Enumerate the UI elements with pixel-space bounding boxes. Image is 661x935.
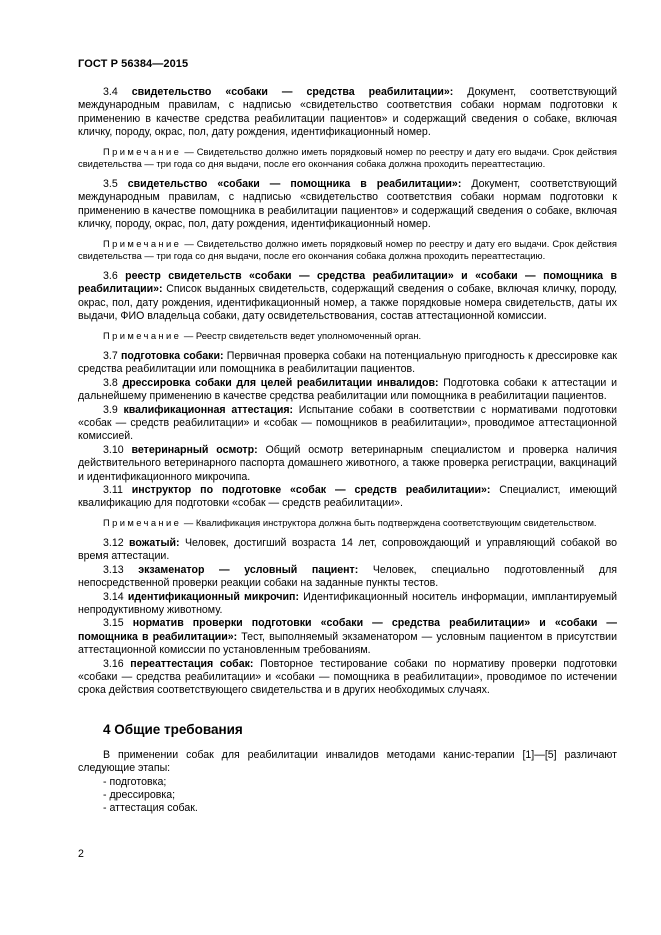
- definition-text: Первичная проверка собаки на потенциальную пригодность к дрессировке как средства реабилитации или помощника в реабилитации пациентов.: [78, 349, 618, 376]
- definition-number: 3.8: [103, 376, 123, 389]
- definition-3-6: [78, 270, 617, 324]
- note-label: Примечание: [103, 516, 182, 528]
- note-text: — Свидетельство должно иметь порядковый номер по реестру и дату его выдачи. Срок действия свидетельства — три года со дня выдачи, после его окончания собака должна проходить переаттестацию.: [78, 145, 617, 169]
- definition-text: Тест, выполняемый экзаменатором — условным пациентом в присутствии аттестационной комиссии по установленным требованиям.: [78, 630, 617, 657]
- definition-text: Повторное тестирование собаки по нормативу проверки подготовки «собаки — средства реабилитации» и «собаки — помощника в реабилитации», проводимое по истечении срока действия соответствующего свидетельства и в других необходимых случаях.: [78, 657, 618, 697]
- definition-text: Человек, специально подготовленный для непосредственной проверки реакции собаки на заданные пункты тестов.: [78, 563, 617, 590]
- page-number: 2: [78, 848, 84, 860]
- note-text: — Свидетельство должно иметь порядковый номер по реестру и дату его выдачи. Срок действия свидетельства — три года со дня выдачи, после его окончания собака должна проходить переаттестацию.: [78, 237, 617, 261]
- note-label: Примечание: [103, 145, 182, 157]
- definition-text: Документ, соответствующий международным правилам, с надписью «свидетельство соответствия собаки нормам подготовки к применению в качестве средства реабилитации пациентов» и содержащий сведения о собаке, включая кличку, породу, окрас, пол, дату рождения, идентификационный номер.: [78, 86, 617, 139]
- definition-number: 3.5: [103, 178, 128, 191]
- definition-3-14: [78, 591, 617, 618]
- definition-term: инструктор по подготовке «собак — средств реабилитации»:: [131, 483, 491, 496]
- list-item: - дрессировка;: [103, 789, 176, 802]
- definition-3-4: [78, 86, 617, 140]
- definition-term: дрессировка собаки для целей реабилитации инвалидов:: [122, 376, 439, 389]
- definition-term: идентификационный микрочип:: [127, 590, 299, 603]
- note: [78, 330, 617, 342]
- document-header: ГОСТ Р 56384—2015: [78, 58, 189, 70]
- list-item: - подготовка;: [103, 775, 167, 788]
- definition-number: 3.15: [103, 617, 133, 630]
- definition-text: Документ, соответствующий международным правилам, с надписью «свидетельство соответствия собаки нормам подготовки к применению в качестве помощника в реабилитации пациентов» и содержащий сведения о собаке, включая кличку, породу, окрас, пол, дату рождения, идентификационный номер.: [78, 178, 618, 231]
- definition-3-5: [78, 178, 617, 232]
- definition-term: переаттестация собак:: [130, 657, 254, 670]
- definition-number: 3.10: [103, 443, 132, 456]
- note-label: Примечание: [103, 329, 182, 341]
- note-label: Примечание: [103, 237, 182, 249]
- definition-text: Специалист, имеющий квалификацию для подготовки «собак — средств реабилитации».: [78, 483, 617, 510]
- definition-3-15: [78, 617, 617, 657]
- definition-term: свидетельство «собаки — средства реабилитации»:: [131, 86, 454, 98]
- definition-term: ветеринарный осмотр:: [131, 443, 258, 456]
- note: [78, 238, 617, 262]
- definition-text: Испытание собаки в соответствии с нормативами подготовки «собак — средств реабилитации» и «собак — помощников в реабилитации», проводимое аттестационной комиссией.: [78, 403, 618, 443]
- note: [78, 146, 617, 170]
- definition-term: квалификационная аттестация:: [123, 403, 294, 416]
- definition-number: 3.7: [103, 349, 121, 362]
- definition-text: Список выданных свидетельств, содержащий сведения о собаке, включая кличку, породу, окрас, пол, дату рождения, идентификационный номер, а также порядковые номера свидетельств, даты их выдачи, ФИО владельца собаки, дату освидетельствования, состав аттестационной комиссии.: [78, 283, 617, 323]
- definition-3-7: [78, 350, 617, 377]
- definition-text: Идентификационный носитель информации, имплантируемый непродуктивному животному.: [78, 590, 618, 616]
- definition-term: свидетельство «собаки — помощника в реабилитации»:: [127, 178, 462, 191]
- definition-term: вожатый:: [129, 536, 180, 549]
- definition-number: 3.14: [103, 590, 128, 603]
- note: [78, 517, 617, 529]
- definition-term: реестр свидетельств «собаки — средства реабилитации» и «собаки — помощника в реабилитации»:: [78, 270, 617, 296]
- definition-number: 3.4: [103, 86, 132, 98]
- definition-number: 3.16: [103, 657, 131, 670]
- definition-text: Общий осмотр ветеринарным специалистом и проверка наличия действительного ветеринарного паспорта домашнего животного, а также проверка регистрации, вакцинаций и идентификационного микрочипа.: [78, 443, 618, 483]
- definition-number: 3.6: [103, 270, 126, 283]
- definition-number: 3.9: [103, 403, 124, 416]
- definition-text: Человек, достигший возраста 14 лет, сопровождающий и управляющий собакой во время аттестации.: [78, 536, 617, 563]
- definition-number: 3.11: [103, 483, 132, 496]
- definition-3-12: [78, 537, 617, 564]
- definition-term: подготовка собаки:: [120, 349, 224, 362]
- definition-3-11: [78, 484, 617, 511]
- section-intro: В применении собак для реабилитации инвалидов методами канис-терапии [1]—[5] различают следующие этапы:: [78, 748, 617, 775]
- definition-3-13: [78, 564, 617, 591]
- definition-text: Подготовка собаки к аттестации и дальнейшему применению в качестве средства реабилитации или помощника в реабилитации пациентов.: [78, 376, 618, 403]
- definition-3-8: [78, 377, 617, 404]
- definition-term: норматив проверки подготовки «собаки — средства реабилитации» и «собаки — помощника в реабилитации»:: [78, 617, 618, 643]
- definition-number: 3.12: [103, 536, 130, 549]
- note-text: — Реестр свидетельств ведет уполномоченный орган.: [181, 329, 422, 341]
- stages-list: [78, 776, 617, 816]
- definition-3-10: [78, 444, 617, 484]
- definition-3-16: [78, 658, 617, 698]
- section-title: 4 Общие требования: [103, 721, 243, 737]
- definition-term: экзаменатор — условный пациент:: [138, 563, 359, 576]
- note-text: — Квалификация инструктора должна быть подтверждена соответствующим свидетельством.: [181, 516, 597, 528]
- definition-number: 3.13: [103, 563, 139, 576]
- definition-3-9: [78, 404, 617, 444]
- definitions-list: [78, 86, 617, 698]
- list-item: - аттестация собак.: [103, 802, 198, 815]
